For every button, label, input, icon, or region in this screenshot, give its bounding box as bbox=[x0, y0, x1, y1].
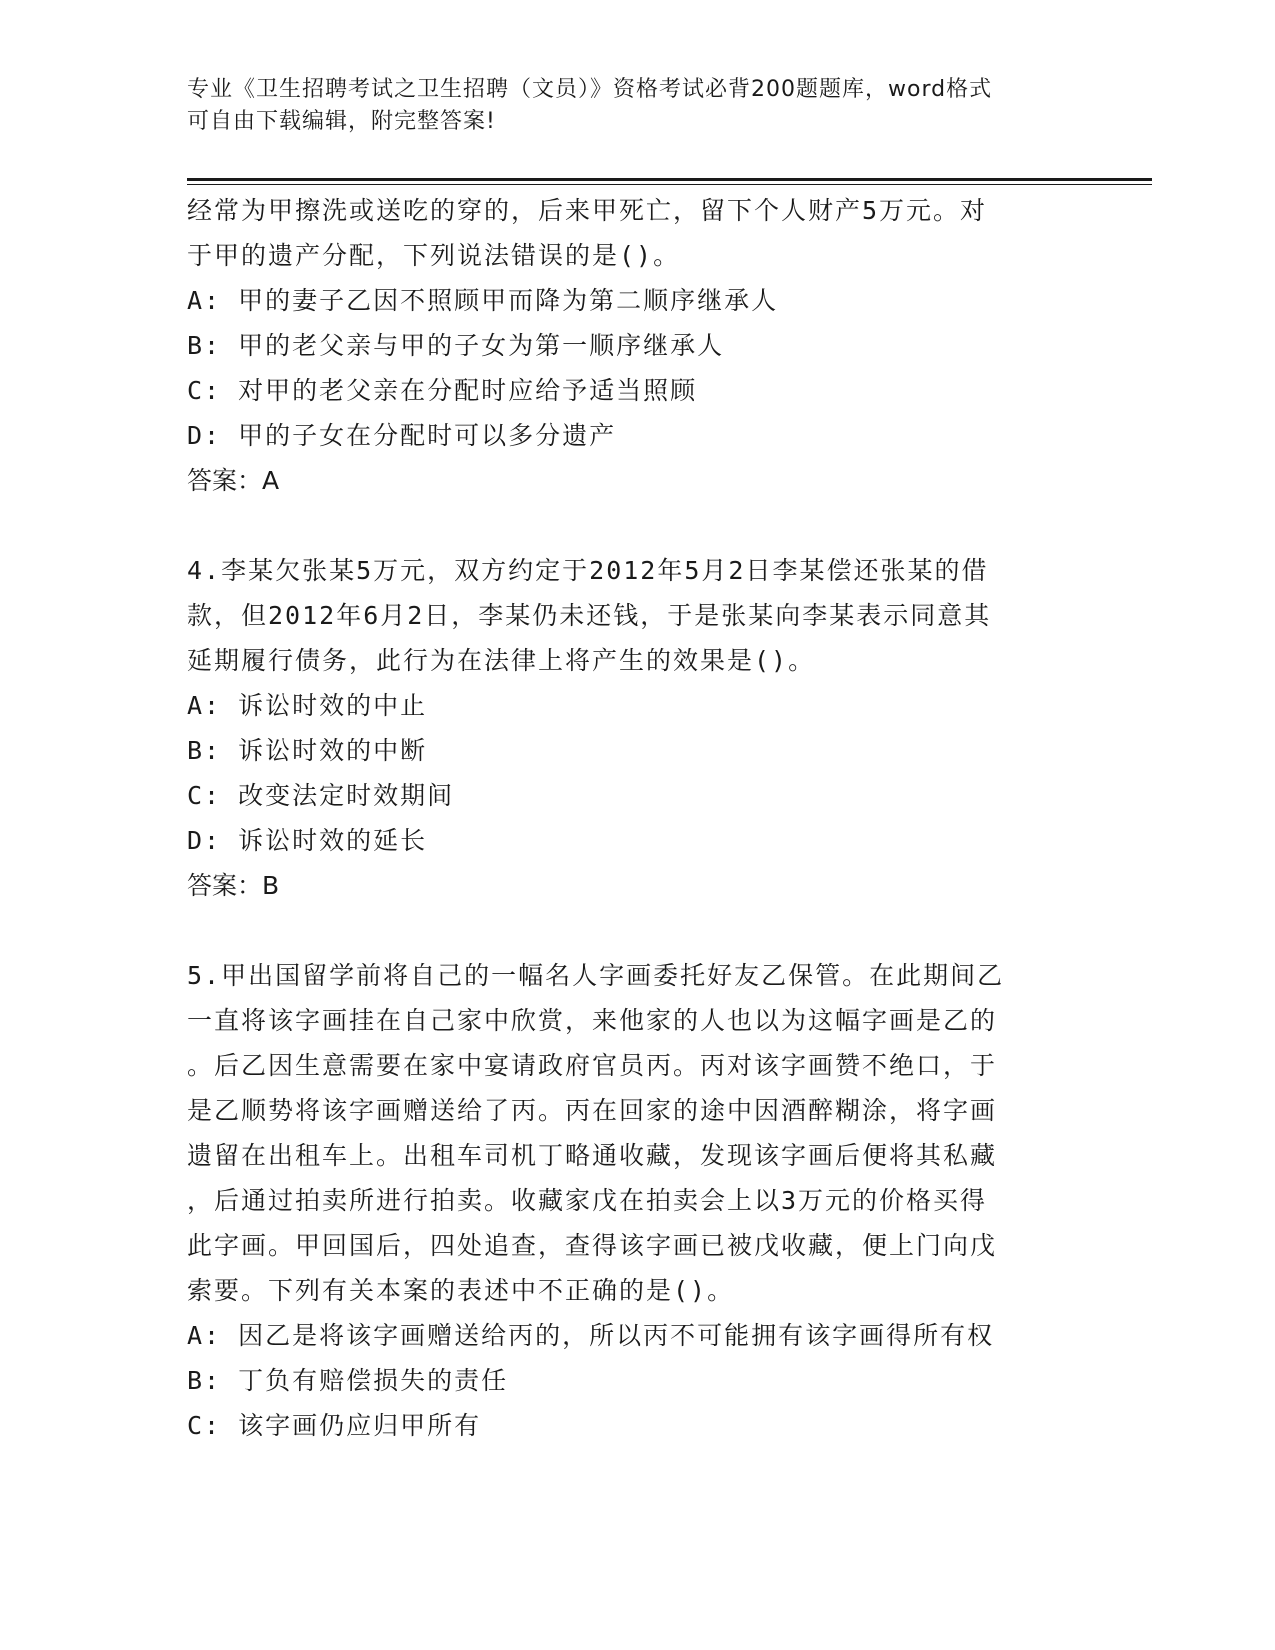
answer-label: 答案：B bbox=[187, 871, 280, 900]
question-stem-line: 是乙顺势将该字画赠送给了丙。丙在回家的途中因酒醉糊涂，将字画 bbox=[187, 1096, 998, 1125]
question-stem-line: 此字画。甲回国后，四处追查，查得该字画已被戊收藏，便上门向戊 bbox=[187, 1231, 998, 1260]
option-a: A: 因乙是将该字画赠送给丙的，所以丙不可能拥有该字画得所有权 bbox=[187, 1321, 995, 1350]
question-gap bbox=[187, 908, 1087, 953]
option-b: B: 甲的老父亲与甲的子女为第一顺序继承人 bbox=[187, 331, 725, 360]
question-stem-line: 于甲的遗产分配，下列说法错误的是()。 bbox=[187, 241, 681, 270]
option-d: D: 诉讼时效的延长 bbox=[187, 826, 428, 855]
option-c: C: 改变法定时效期间 bbox=[187, 781, 455, 810]
question-gap bbox=[187, 503, 1087, 548]
option-a: A: 诉讼时效的中止 bbox=[187, 691, 428, 720]
option-c: C: 对甲的老父亲在分配时应给予适当照顾 bbox=[187, 376, 698, 405]
question-stem-line: 一直将该字画挂在自己家中欣赏，来他家的人也以为这幅字画是乙的 bbox=[187, 1006, 998, 1035]
option-b: B: 丁负有赔偿损失的责任 bbox=[187, 1366, 509, 1395]
header-line-2: 可自由下载编辑，附完整答案! bbox=[187, 109, 496, 134]
option-d: D: 甲的子女在分配时可以多分遗产 bbox=[187, 421, 617, 450]
question-3 bbox=[187, 188, 1087, 503]
document-body bbox=[187, 188, 1087, 1448]
option-a: A: 甲的妻子乙因不照顾甲而降为第二顺序继承人 bbox=[187, 286, 779, 315]
question-stem-line: 经常为甲擦洗或送吃的穿的，后来甲死亡，留下个人财产5万元。对 bbox=[187, 196, 988, 225]
question-4 bbox=[187, 548, 1087, 908]
question-stem-line: 遗留在出租车上。出租车司机丁略通收藏，发现该字画后便将其私藏 bbox=[187, 1141, 998, 1170]
header-rule-thick bbox=[187, 178, 1152, 181]
question-stem-line: 延期履行债务，此行为在法律上将产生的效果是()。 bbox=[187, 646, 816, 675]
question-stem-line: ，后通过拍卖所进行拍卖。收藏家戊在拍卖会上以3万元的价格买得 bbox=[187, 1186, 988, 1215]
question-stem-line: 5.甲出国留学前将自己的一幅名人字画委托好友乙保管。在此期间乙 bbox=[187, 961, 1005, 990]
question-stem-line: 索要。下列有关本案的表述中不正确的是()。 bbox=[187, 1276, 735, 1305]
answer-label: 答案：A bbox=[187, 466, 280, 495]
question-5 bbox=[187, 953, 1087, 1448]
document-header bbox=[187, 74, 1087, 138]
question-stem-line: 款，但2012年6月2日，李某仍未还钱，于是张某向李某表示同意其 bbox=[187, 601, 992, 630]
option-c: C: 该字画仍应归甲所有 bbox=[187, 1411, 482, 1440]
option-b: B: 诉讼时效的中断 bbox=[187, 736, 428, 765]
question-stem-line: 4.李某欠张某5万元，双方约定于2012年5月2日李某偿还张某的借 bbox=[187, 556, 989, 585]
question-stem-line: 。后乙因生意需要在家中宴请政府官员丙。丙对该字画赞不绝口，于 bbox=[187, 1051, 998, 1080]
header-rule-thin bbox=[187, 184, 1152, 185]
header-line-1: 专业《卫生招聘考试之卫生招聘（文员）》资格考试必背200题题库，word格式 bbox=[187, 77, 993, 102]
